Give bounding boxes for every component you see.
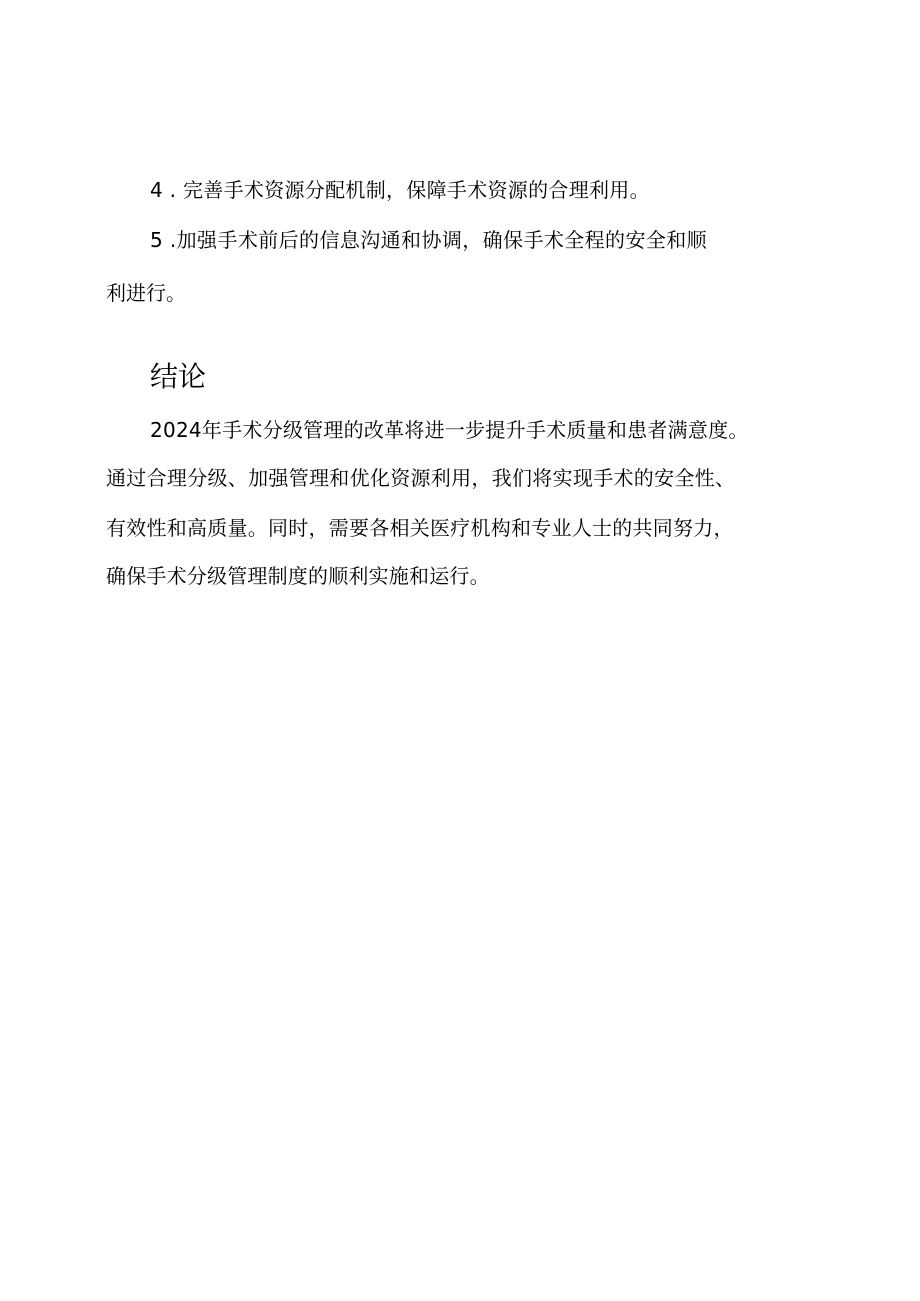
list-item-4: 4 . 完善手术资源分配机制，保障手术资源的合理利用。 — [150, 178, 650, 202]
conclusion-paragraph-line-2: 通过合理分级、加强管理和优化资源利用，我们将实现手术的安全性、 — [106, 466, 736, 490]
conclusion-paragraph-line-4: 确保手术分级管理制度的顺利实施和运行。 — [106, 564, 490, 588]
list-item-5-line-2: 利进行。 — [106, 281, 186, 305]
conclusion-heading: 结论 — [150, 360, 207, 393]
conclusion-paragraph-line-1: 2024年手术分级管理的改革将进一步提升手术质量和患者满意度。 — [150, 418, 749, 442]
list-item-5-line-1: 5 .加强手术前后的信息沟通和协调，确保手术全程的安全和顺 — [150, 228, 708, 252]
conclusion-paragraph-line-3: 有效性和高质量。同时，需要各相关医疗机构和专业人士的共同努力， — [106, 516, 734, 540]
